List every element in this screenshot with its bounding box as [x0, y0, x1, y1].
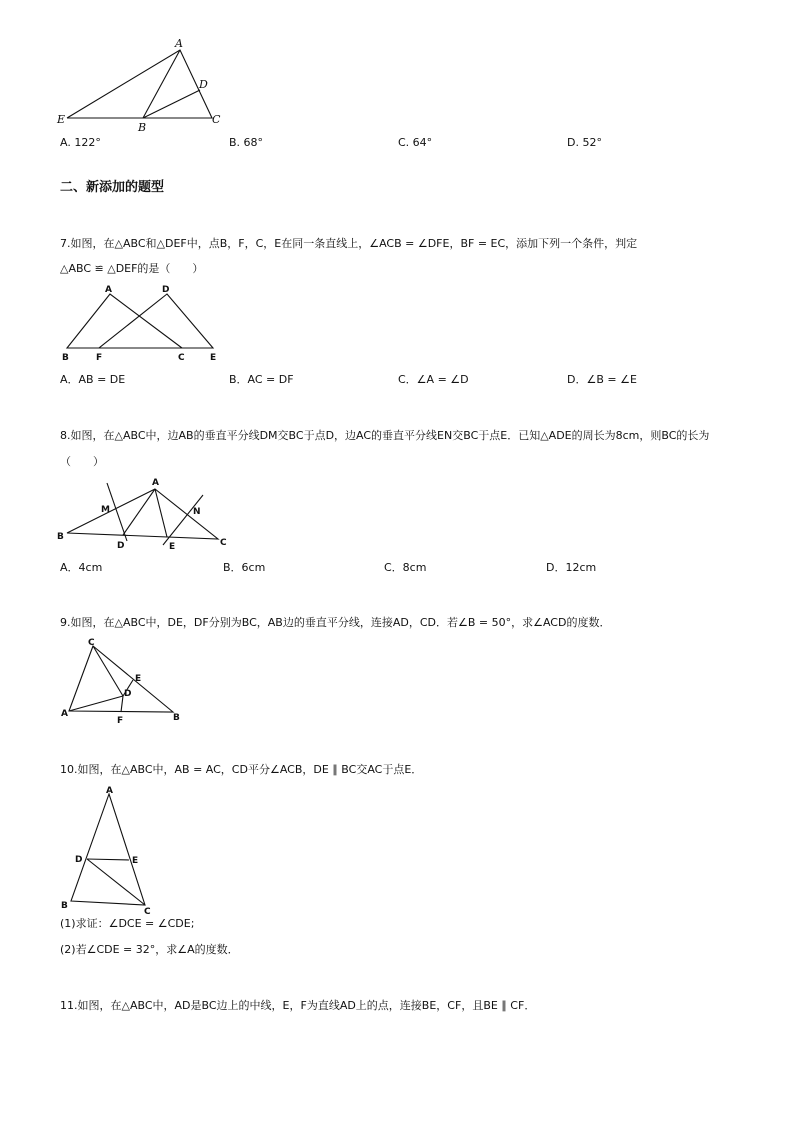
- q6-option-a: A. 122°: [60, 136, 101, 149]
- q8-label-m: M: [101, 505, 110, 515]
- q9-label-f: F: [117, 716, 124, 726]
- q11-stem: 11.如图，在△ABC中，AD是BC边上的中线，E，F为直线AD上的点，连接BE，CF，且BE ∥ CF．: [60, 999, 536, 1012]
- q10-stem: 10.如图，在△ABC中，AB = AC，CD平分∠ACB，DE ∥ BC交AC于点E．: [60, 763, 423, 776]
- q7-option-d: D．∠B = ∠E: [567, 373, 637, 386]
- q9-label-c: C: [88, 638, 95, 648]
- q6-figure: [55, 35, 225, 135]
- q8-label-e: E: [169, 542, 176, 552]
- q10-part2: (2)若∠CDE = 32°，求∠A的度数．: [60, 943, 239, 956]
- q6-option-c: C. 64°: [398, 136, 433, 149]
- q7-option-a: A．AB = DE: [60, 373, 126, 386]
- q8-option-d: D．12cm: [546, 561, 597, 574]
- q8-stem-line2: （ ）: [60, 455, 104, 468]
- q8-option-b: B．6cm: [223, 561, 266, 574]
- q10-segment-de: [87, 859, 129, 860]
- q10-label-d: D: [75, 855, 83, 865]
- q8-segment-ae: [155, 489, 167, 537]
- q8-label-b: B: [57, 532, 64, 542]
- q6-option-b: B. 68°: [229, 136, 264, 149]
- q8-option-a: A．4cm: [60, 561, 103, 574]
- q10-figure: [55, 780, 165, 917]
- q9-label-a: A: [61, 709, 68, 719]
- q6-option-d: D. 52°: [567, 136, 602, 149]
- q9-stem: 9.如图，在△ABC中，DE，DF分别为BC，AB边的垂直平分线，连接AD，CD．若∠B = 50°，求∠ACD的度数．: [60, 616, 611, 629]
- q10-label-b: B: [61, 901, 68, 911]
- q6-label-c: C: [212, 113, 221, 126]
- section-title: 二、新添加的题型: [60, 180, 165, 195]
- q9-figure: [55, 632, 195, 727]
- q6-label-b: B: [138, 121, 147, 134]
- q7-label-c: C: [178, 353, 185, 363]
- q7-stem-line2: △ABC ≌ △DEF的是（ ）: [60, 262, 204, 275]
- q10-part1: (1)求证：∠DCE = ∠CDE;: [60, 917, 195, 930]
- q7-label-e: E: [210, 353, 217, 363]
- q6-label-d: D: [199, 78, 208, 91]
- q7-figure: [55, 280, 225, 365]
- q7-label-a: A: [105, 285, 112, 295]
- q8-label-c: C: [220, 538, 227, 548]
- q8-option-c: C．8cm: [384, 561, 427, 574]
- q10-label-a: A: [106, 786, 113, 796]
- q10-label-c: C: [144, 907, 151, 917]
- q10-label-e: E: [132, 856, 139, 866]
- q9-segment-cd: [93, 646, 123, 696]
- q8-segment-ad: [123, 489, 155, 535]
- q7-label-d: D: [162, 285, 170, 295]
- q6-label-a: A: [175, 37, 183, 50]
- q7-option-c: C．∠A = ∠D: [398, 373, 469, 386]
- q10-triangle-abc: [71, 794, 145, 905]
- q8-label-d: D: [117, 541, 125, 551]
- q9-segment-df: [121, 696, 123, 712]
- q6-triangle: [67, 50, 212, 118]
- q8-label-a: A: [152, 478, 159, 488]
- q6-segment-bd: [143, 90, 200, 118]
- q7-label-f: F: [96, 353, 103, 363]
- q8-stem-line1: 8.如图，在△ABC中，边AB的垂直平分线DM交BC于点D，边AC的垂直平分线EN交BC于点E．已知△ADE的周长为8cm，则BC的长为: [60, 429, 710, 442]
- q6-label-e: E: [57, 113, 66, 126]
- q7-triangle-def: [99, 294, 213, 348]
- q6-segment-ab: [143, 50, 180, 118]
- q8-label-n: N: [193, 507, 201, 517]
- q7-triangle-abc: [67, 294, 182, 348]
- q9-label-b: B: [173, 713, 180, 723]
- q7-label-b: B: [62, 353, 69, 363]
- q9-triangle-abc: [69, 646, 173, 712]
- q8-figure: [55, 473, 235, 553]
- q9-label-e: E: [135, 674, 142, 684]
- q9-label-d: D: [124, 689, 132, 699]
- q7-option-b: B．AC = DF: [229, 373, 294, 386]
- q7-stem-line1: 7.如图，在△ABC和△DEF中，点B，F，C，E在同一条直线上，∠ACB = ∠DFE，BF = EC，添加下列一个条件，判定: [60, 237, 638, 250]
- q9-segment-ad: [69, 696, 123, 711]
